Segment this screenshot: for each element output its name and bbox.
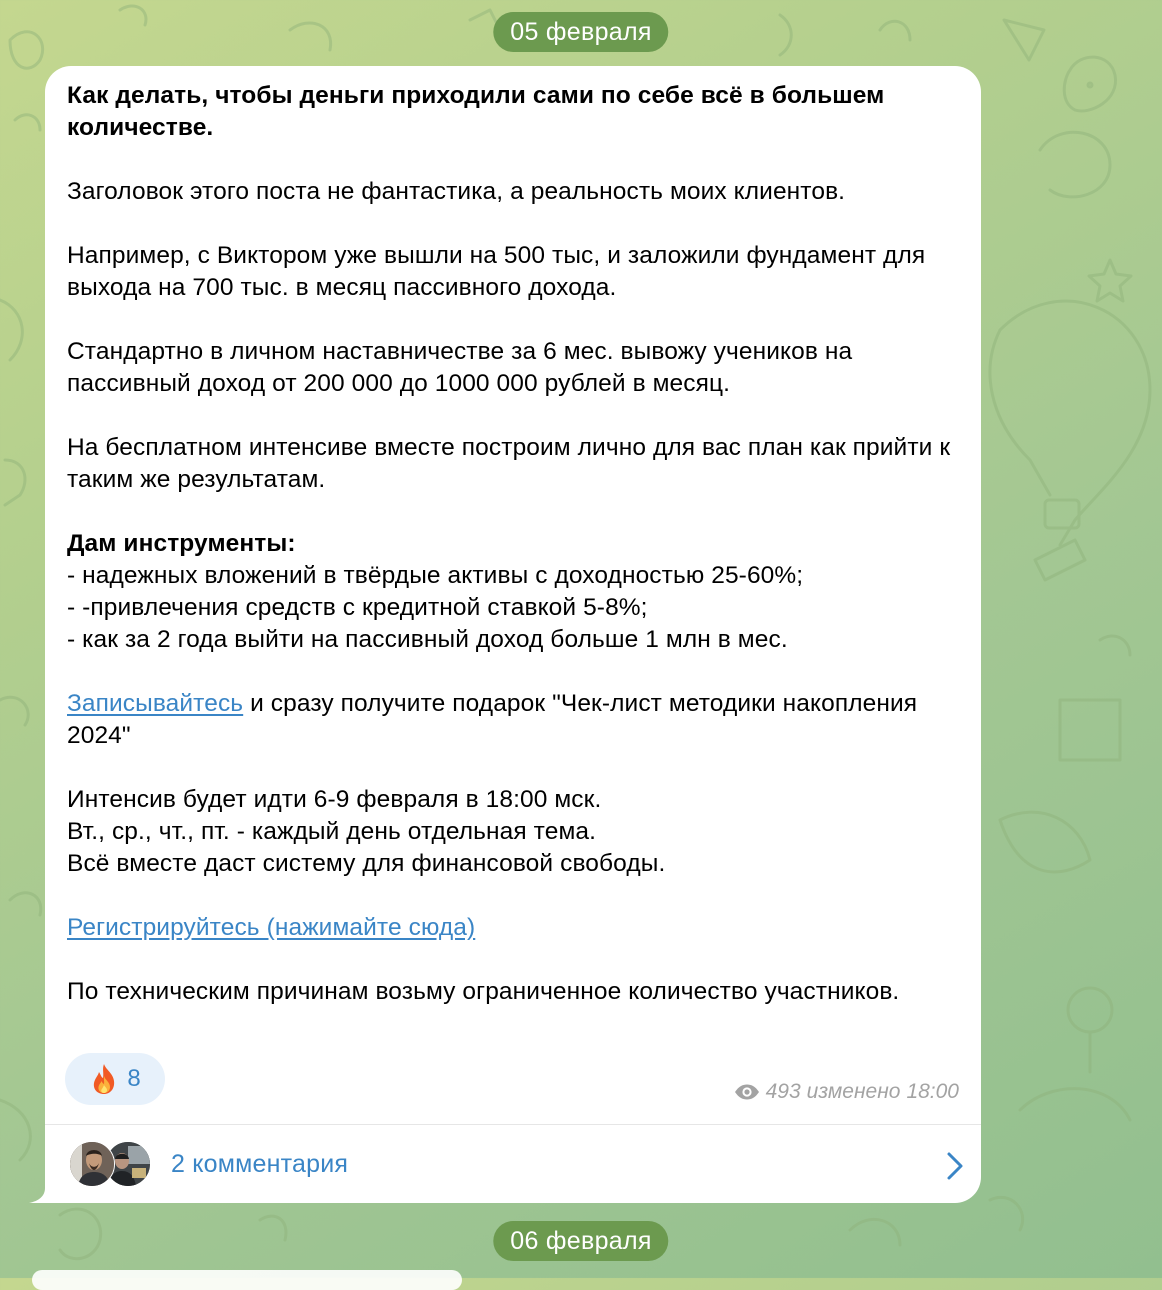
message-text [67,80,961,1008]
tools-list-item: - как за 2 года выйти на пассивный доход больше 1 млн в мес. [67,626,788,653]
post-title: Как делать, чтобы деньги приходили сами по себе всё в большем количестве. [67,82,885,141]
message-paragraph: Заголовок этого поста не фантастика, а реальность моих клиентов. [67,178,846,205]
next-message-bubble [32,1270,462,1290]
message-paragraph: Например, с Виктором уже вышли на 500 тыс, и заложили фундамент для выхода на 700 тыс. в месяц пассивного дохода. [67,242,926,301]
date-separator: 06 февраля [493,1221,668,1261]
views-count: 493 [765,1080,801,1103]
signup-text: и сразу получите подарок "Чек-лист методики накопления 2024" [67,690,918,749]
register-link[interactable]: Регистрируйтесь (нажимайте сюда) [67,914,476,941]
comments-count-label: 2 комментария [171,1149,349,1178]
schedule-line: Всё вместе даст систему для финансовой свободы. [67,850,666,877]
schedule-line: Интенсив будет идти 6-9 февраля в 18:00 мск. [67,786,602,813]
views-eye-icon [734,1084,760,1100]
fire-emoji-icon [89,1063,119,1095]
comments-button[interactable] [45,1125,981,1203]
message-paragraph: Стандартно в личном наставничестве за 6 мес. вывожу учеников на пассивный доход от 200 000 до 1000 000 рублей в месяц. [67,338,853,397]
tools-list-item: - -привлечения средств с кредитной ставкой 5-8%; [67,594,648,621]
reaction-count: 8 [127,1065,141,1092]
edited-label: изменено [806,1080,901,1103]
message-meta [734,1080,959,1104]
tools-heading: Дам инструменты: [67,530,296,557]
date-separator: 05 февраля [493,12,668,52]
tools-list-item: - надежных вложений в твёрдые активы с доходностью 25-60%; [67,562,804,589]
schedule-line: Вт., ср., чт., пт. - каждый день отдельная тема. [67,818,597,845]
channel-post-bubble [45,66,981,1203]
avatar-photo-1 [70,1142,114,1186]
closing-paragraph: По техническим причинам возьму ограниченное количество участников. [67,978,900,1005]
avatar [69,1141,115,1187]
reaction-button[interactable] [65,1053,165,1105]
commenter-avatars [69,1141,151,1187]
signup-paragraph [67,688,961,752]
chevron-right-icon [945,1151,965,1181]
message-paragraph: На бесплатном интенсиве вместе построим лично для вас план как прийти к таким же результатам. [67,434,951,493]
signup-link[interactable]: Записывайтесь [67,690,244,717]
message-time: 18:00 [906,1080,959,1103]
